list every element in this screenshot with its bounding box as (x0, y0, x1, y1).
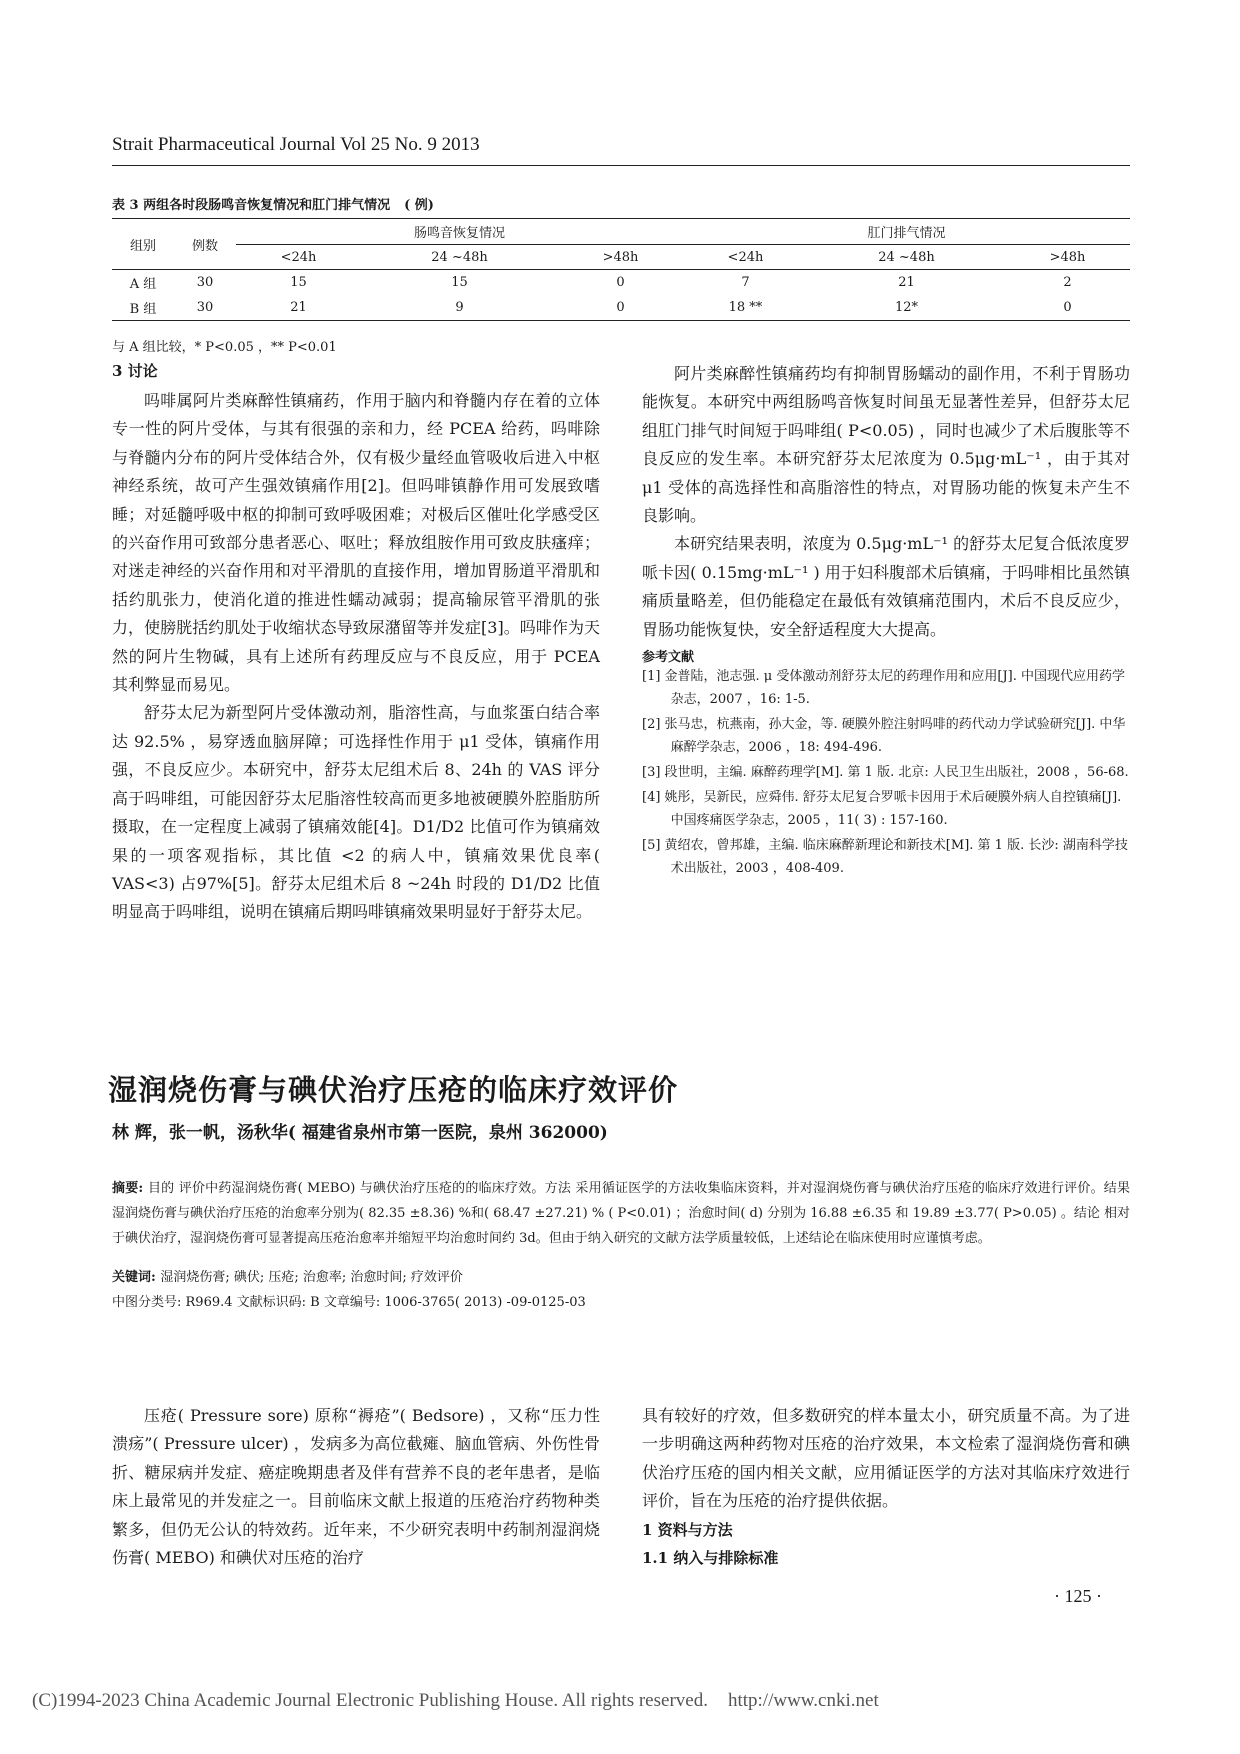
footer-url[interactable]: http://www.cnki.net (727, 1690, 879, 1711)
classification-line: 中图分类号: R969.4 文献标识码: B 文章编号: 1006-3765( 2013) -09-0125-03 (112, 1295, 586, 1310)
table-cell: 7 (741, 275, 750, 290)
table-cell: 15 (290, 275, 307, 290)
table-header-count: 例数 (174, 219, 236, 270)
reference-item: [1] 金普陆，池志强. μ 受体激动剂舒芬太尼的药理作用和应用[J]. 中国现代应用药学杂志，2007 ，16: 1-5. (642, 669, 1126, 708)
reference-item: [5] 黄绍农，曾邦雄，主编. 临床麻醉新理论和新技术[M]. 第 1 版. 长沙: 湖南科学技术出版社，2003 ，408-409. (642, 838, 1128, 877)
references-heading: 参考文献 (642, 650, 695, 666)
abstract (112, 1176, 1130, 1251)
table-caption-unit: ( 例) (404, 198, 434, 213)
table-cell: 30 (196, 275, 214, 290)
table-cell: A 组 (129, 277, 157, 292)
body-left-column (112, 1402, 600, 1572)
table-subheader: >48h (1005, 245, 1130, 270)
article-title: 湿润烧伤膏与碘伏治疗压疮的临床疗效评价 (108, 1073, 679, 1107)
reference-item: [3] 段世明，主编. 麻醉药理学[M]. 第 1 版. 北京: 人民卫生出版社，2008 ，56-68. (642, 765, 1129, 781)
table-cell: 21 (898, 275, 915, 290)
table-cell: 12* (808, 295, 1005, 321)
footer (32, 1690, 879, 1712)
table-cell: B 组 (112, 295, 174, 321)
table-row (112, 270, 1130, 296)
discussion-paragraph-1: 吗啡属阿片类麻醉性镇痛药，作用于脑内和脊髓内存在着的立体专一性的阿片受体，与其有很强的亲和力，经 PCEA 给药，吗啡除与脊髓内分布的阿片受体结合外，仅有极少量经血管吸收后进入中枢神经系统，故可产生强效镇痛作用[2]。但吗啡镇静作用可发展致嗜睡；对延髓呼吸中枢的抑制可致呼吸困难；对极后区催吐化学感受区的兴奋作用可致部分患者恶心、呕吐；释放组胺作用可致皮肤瘙痒；对迷走神经的兴奋作用和对平滑肌的直接作用，增加胃肠道平滑肌和括约肌张力，使消化道的推进性蠕动减弱；提高输尿管平滑肌的张力，使膀胱括约肌处于收缩状态导致尿潴留等并发症[3]。吗啡作为天然的阿片生物碱，具有上述所有药理反应与不良反应，用于 PCEA 其利弊显而易见。 (112, 391, 600, 695)
table-header-bowel-sounds: 肠鸣音恢复情况 (236, 219, 683, 245)
abstract-label: 摘要: (112, 1181, 148, 1196)
intro-paragraph-left: 压疮( Pressure sore) 原称“褥疮”( Bedsore) ，又称“压力性溃疡”( Pressure ulcer) ，发病多为高位截瘫、脑血管病、外伤性骨折、糖尿病并发症、癌症晚期患者及伴有营养不良的老年患者，是临床上最常见的并发症之一。目前临床文献上报道的压疮治疗药物种类繁多，但仍无公认的特效药。近年来，不少研究表明中药制剂湿润烧伤膏( MEBO) 和碘伏对压疮的治疗 (112, 1406, 600, 1568)
right-column (642, 360, 1130, 882)
table-caption (112, 194, 434, 213)
table-subheader: <24h (683, 245, 808, 270)
table-cell: 2 (1063, 275, 1072, 290)
left-column (112, 360, 600, 927)
page-number: · 125 · (1054, 1586, 1102, 1606)
header-rule (112, 165, 1130, 166)
section-heading-discussion: 3 讨论 (112, 362, 158, 380)
discussion-paragraph-3: 阿片类麻醉性镇痛药均有抑制胃肠蠕动的副作用，不利于胃肠功能恢复。本研究中两组肠鸣音恢复时间虽无显著性差异，但舒芬太尼组肛门排气时间短于吗啡组( P<0.05) ，同时也减少了术后腹胀等不良反应的发生率。本研究舒芬太尼浓度为 0.5μg·mL⁻¹ ，由于其对 μ1 受体的高选择性和高脂溶性的特点，对胃肠功能的恢复未产生不良影响。 (642, 364, 1130, 526)
body-right-column (642, 1402, 1130, 1572)
footer-copyright: (C)1994-2023 China Academic Journal Electronic Publishing House. All rights reserved. (32, 1690, 708, 1711)
article-authors: 林 辉，张一帆，汤秋华( 福建省泉州市第一医院，泉州 362000) (112, 1123, 608, 1143)
discussion-paragraph-2: 舒芬太尼为新型阿片受体激动剂，脂溶性高，与血浆蛋白结合率达 92.5% ，易穿透血脑屏障；可选择性作用于 μ1 受体，镇痛作用强，不良反应少。本研究中，舒芬太尼组术后 8、24h 的 VAS 评分高于吗啡组，可能因舒芬太尼脂溶性较高而更多地被硬膜外腔脂肪所摄取，在一定程度上减弱了镇痛效能[4]。D1/D2 比值可作为镇痛效果的一项客观指标，其比值 <2 的病人中，镇痛效果优良率( VAS<3) 占97%[5]。舒芬太尼组术后 8 ~24h 时段的 D1/D2 比值明显高于吗啡组，说明在镇痛后期吗啡镇痛效果明显好于舒芬太尼。 (112, 703, 600, 922)
table-header-group: 组别 (112, 219, 174, 270)
table-cell: 0 (616, 275, 625, 290)
table-cell: 9 (361, 295, 558, 321)
table-subheader: <24h (236, 245, 361, 270)
abstract-text: 目的 评价中药湿润烧伤膏( MEBO) 与碘伏治疗压疮的的临床疗效。方法 采用循证医学的方法收集临床资料，并对湿润烧伤膏与碘伏治疗压疮的临床疗效进行评价。结果 湿润烧伤膏与碘伏治疗压疮的治愈率分别为( 82.35 ±8.36) %和( 68.47 ±27.21) % ( P<0.01) ；治愈时间( d) 分别为 16.88 ±6.35 和 19.89 ±3.77( P>0.05) 。结论 相对于碘伏治疗，湿润烧伤膏可显著提高压疮治愈率并缩短平均治愈时间约 3d。但由于纳入研究的文献方法学质量较低，上述结论在临床使用时应谨慎考虑。 (112, 1181, 1131, 1246)
table-cell: 0 (1005, 295, 1130, 321)
table-subheader: 24 ~48h (361, 245, 558, 270)
keywords-text: 湿润烧伤膏; 碘伏; 压疮; 治愈率; 治愈时间; 疗效评价 (160, 1270, 463, 1285)
table-subheader: >48h (558, 245, 683, 270)
table-header-flatus: 肛门排气情况 (683, 219, 1130, 245)
section-heading-methods: 1 资料与方法 (642, 1520, 733, 1539)
table-row (112, 295, 1130, 321)
reference-item: [4] 姚彤，吴新民，应舜伟. 舒芬太尼复合罗哌卡因用于术后硬膜外病人自控镇痛[J]. 中国疼痛医学杂志，2005 ，11( 3) : 157-160. (642, 790, 1122, 829)
table-subheader: 24 ~48h (808, 245, 1005, 270)
intro-paragraph-right: 具有较好的疗效，但多数研究的样本量太小，研究质量不高。为了进一步明确这两种药物对压疮的治疗效果，本文检索了湿润烧伤膏和碘伏治疗压疮的国内相关文献，应用循证医学的方法对其临床疗效进行评价，旨在为压疮的治疗提供依据。 (642, 1406, 1130, 1511)
table-cell: 21 (236, 295, 361, 321)
reference-item: [2] 张马忠，杭燕南，孙大金，等. 硬膜外腔注射吗啡的药代动力学试验研究[J]. 中华麻醉学杂志，2006 ，18: 494-496. (642, 717, 1126, 756)
journal-header: Strait Pharmaceutical Journal Vol 25 No. 9 2013 (112, 134, 480, 155)
keywords (112, 1265, 463, 1290)
table-cell: 0 (558, 295, 683, 321)
table-cell: 30 (174, 295, 236, 321)
keywords-label: 关键词: (112, 1270, 161, 1285)
subsection-heading: 1.1 纳入与排除标准 (642, 1549, 779, 1568)
table-note: 与 A 组比较，* P<0.05 ，** P<0.01 (112, 340, 337, 355)
discussion-paragraph-4: 本研究结果表明，浓度为 0.5μg·mL⁻¹ 的舒芬太尼复合低浓度罗哌卡因( 0.15mg·mL⁻¹ ) 用于妇科腹部术后镇痛，于吗啡相比虽然镇痛质量略差，但仍能稳定在最低有效镇痛范围内，术后不良反应少，胃肠功能恢复快，安全舒适程度大大提高。 (642, 534, 1130, 639)
table-caption-text: 表 3 两组各时段肠鸣音恢复情况和肛门排气情况 (112, 198, 391, 213)
table-cell: 15 (451, 275, 468, 290)
data-table (112, 218, 1130, 321)
table-cell: 18 ** (683, 295, 808, 321)
